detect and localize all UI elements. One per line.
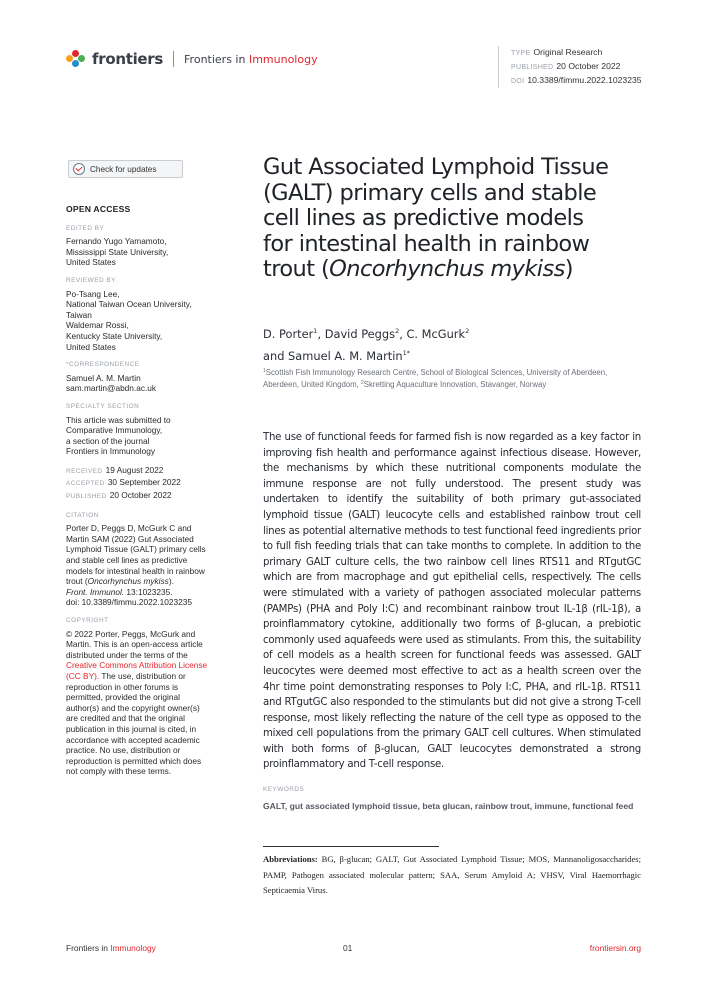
- article-meta: [498, 46, 642, 88]
- author[interactable]: C. McGurk$^2$: [406, 327, 470, 341]
- citation: Porter D, Peggs D, McGurk C and Martin SAM (2022) Gut Associated Lymphoid Tissue (GALT) primary cells and stable cell lines as predictive models for intestinal health in rainbow trout (Oncorhynchus mykiss). Front. Immunol. 13:1023235. doi: 10.3389/fimmu.2022.1023235: [66, 523, 216, 608]
- article-type: TYPE Original Research: [511, 47, 603, 57]
- sidebar: [66, 204, 216, 777]
- received-date: RECEIVED 19 August 2022: [66, 464, 164, 475]
- dates: [66, 465, 216, 503]
- author[interactable]: and Samuel A. M. Martin$^{1*}$: [263, 349, 411, 363]
- footer-journal: Frontiers in Immunology: [66, 943, 156, 953]
- frontiers-logo-icon: [66, 50, 88, 68]
- frontiers-logo[interactable]: [66, 49, 318, 69]
- abstract: The use of functional feeds for farmed fish is now regarded as a key factor in improving fish health and performance against infectious disease. However, the mechanisms by which these nutritional components modulate the immune response are not fully understood. The present study was undertaken to identify the suitability of both primary gut-associated lymphoid tissue (GALT) leucocyte cells and established rainbow trout cell lines as potential alternative methods to test functional feed ingredients prior to full fish feeding trials that can take months to complete. In addition to the primary GALT culture cells, the two rainbow cell lines RTS11 and RTgutGC which are from macrophage and gut epithelial cells, respectively. The cells were stimulated with a variety of pathogen associated molecular patterns (PAMPs) (PHA and Poly I:C) and recombinant rainbow trout IL-1β (rIL-1β), a proinflammatory cytokine, additionally two forms of β-glucan, a prebiotic commonly used aquafeeds were used as stimulants. From this, the suitability of cell models as a health screen for functional feeds was assessed. GALT leucocytes were deemed most effective to act as a health screen over the 4hr time point demonstrating responses to Poly I:C, PHA, and rIL-1β. RTS11 and RTgutGC also responded to the stimulants but did not give a strong T-cell response, most likely reflecting the nature of the cell type as opposed to the mixed cell populations from the primary GALT cell cultures. When stimulated with both forms of β-glucan, GALT leucocytes demonstrated a strong proinflammatory and T-cell response.: [263, 432, 641, 771]
- published-date: PUBLISHED 20 October 2022: [511, 61, 621, 71]
- specialty-section: This article was submitted to Comparative Immunology, a section of the journal Frontiers in Immunology: [66, 414, 171, 457]
- keywords-label: KEYWORDS: [263, 786, 305, 793]
- cc-license-link[interactable]: Creative Commons Attribution License: [66, 660, 208, 671]
- abbreviations: Abbreviations: BG, β-glucan; GALT, Gut Associated Lymphoid Tissue; MOS, Mannanoligosaccharides; PAMP, Pathogen associated molecular pattern; SAA, Serum Amyloid A; VHSV, Viral Haemorrhagic Septicaemia Virus.: [263, 854, 641, 896]
- author-list: D. Porter$^1$, David Peggs$^2$, C. McGurk$^2$ and Samuel A. M. Martin$^{1*}$: [263, 327, 470, 363]
- article-title: Gut Associated Lymphoid Tissue (GALT) primary cells and stable cell lines as predictive models for intestinal health in rainbow trout (Oncorhynchus mykiss): [263, 154, 609, 283]
- footer-site-link[interactable]: frontiersin.org: [589, 943, 641, 953]
- correspondence-email[interactable]: sam.martin@abdn.ac.uk: [66, 383, 157, 394]
- keywords: GALT, gut associated lymphoid tissue, beta glucan, rainbow trout, immune, functional feed: [263, 801, 634, 811]
- footnote-divider: [263, 846, 439, 847]
- sidebar-published-date: PUBLISHED 20 October 2022: [66, 490, 172, 501]
- author[interactable]: D. Porter$^1$: [263, 327, 318, 341]
- open-access-label: OPEN ACCESS: [66, 204, 131, 214]
- author[interactable]: David Peggs$^2$: [324, 327, 400, 341]
- citation-label: CITATION: [66, 511, 99, 519]
- copyright: © 2022 Porter, Peggs, McGurk and Martin. This is an open-access article distributed under the terms of the Creative Commons Attribution License (CC BY). The use, distribution or reproduction in other forums is permitted, provided the original author(s) and the copyright owner(s) are credited and that the original publication in this journal is cited, in accordance with accepted academic practice. No use, distribution or reproduction is permitted which does not comply with these terms.: [66, 629, 216, 777]
- doi: DOI 10.3389/fimmu.2022.1023235: [511, 75, 642, 85]
- correspondence: Samuel A. M. Martin sam.martin@abdn.ac.uk: [66, 373, 216, 394]
- page-number: 01: [343, 943, 353, 953]
- check-for-updates-button[interactable]: [68, 160, 183, 178]
- accepted-date: ACCEPTED 30 September 2022: [66, 477, 181, 488]
- correspondence-label: *CORRESPONDENCE: [66, 361, 140, 369]
- logo-divider: [173, 51, 174, 67]
- edited-by: Fernando Yugo Yamamoto, Mississippi State University, United States: [66, 236, 169, 268]
- journal-name: Frontiers in Immunology: [184, 52, 318, 66]
- citation-doi[interactable]: doi: 10.3389/fimmu.2022.1023235: [66, 597, 192, 608]
- check-for-updates-label: Check for updates: [90, 164, 157, 174]
- affiliations: $^1$Scottish Fish Immunology Research Centre, School of Biological Sciences, University of Aberdeen, Aberdeen, United Kingdom, $^2$Skretting Aquaculture Innovation, Stavanger, Norway: [263, 368, 608, 389]
- copyright-label: COPYRIGHT: [66, 617, 109, 624]
- reviewed-by: Po-Tsang Lee, National Taiwan Ocean University, Taiwan Waldemar Rossi, Kentucky State University, United States: [66, 288, 192, 352]
- brand-name: frontiers: [92, 50, 164, 68]
- specialty-section-label: SPECIALTY SECTION: [66, 402, 140, 410]
- check-updates-icon: [73, 163, 85, 175]
- reviewed-by-label: REVIEWED BY: [66, 276, 116, 284]
- edited-by-label: EDITED BY: [66, 224, 105, 232]
- cc-by-link[interactable]: (CC BY).: [66, 670, 100, 681]
